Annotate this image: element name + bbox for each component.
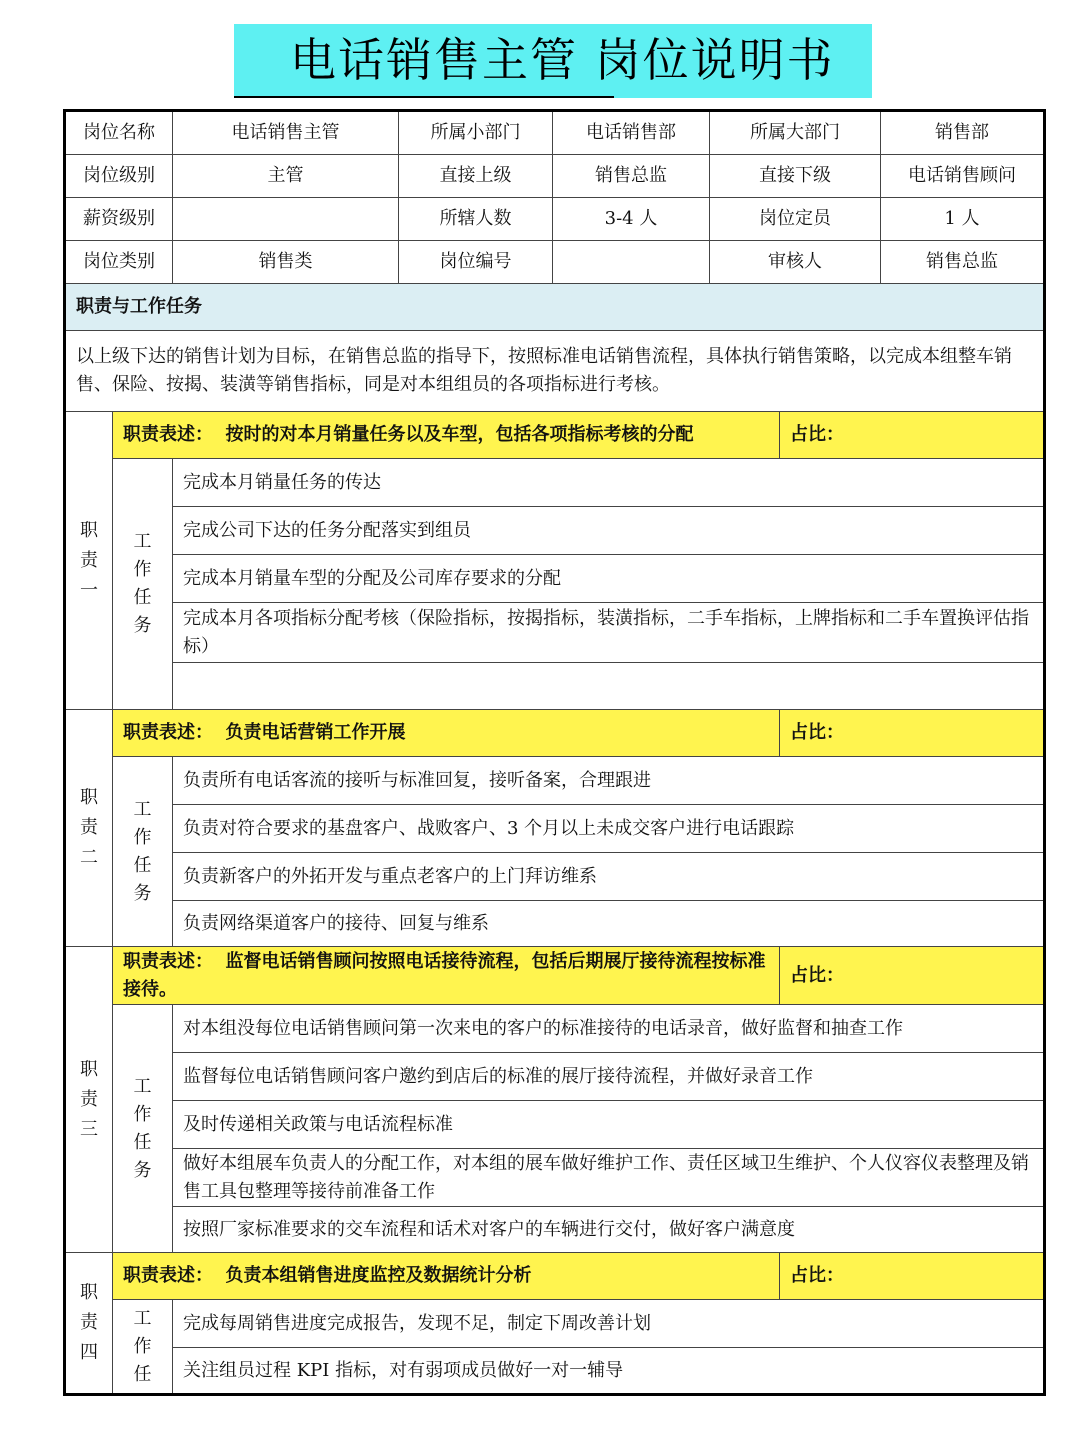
task-row: [65, 901, 1045, 947]
info-label: 薪资级别: [65, 198, 173, 241]
task-item: 负责所有电话客流的接听与标准回复，接听备案，合理跟进: [173, 757, 1045, 805]
task-row: [65, 1149, 1045, 1207]
duty-3-statement-row: [65, 947, 1045, 1005]
task-row: [65, 853, 1045, 901]
duty-2-label: 职 责 二: [65, 710, 113, 947]
ratio-label: 占比：: [780, 947, 1045, 1005]
task-item: 完成本月销量车型的分配及公司库存要求的分配: [173, 555, 1045, 603]
info-value: 销售总监: [881, 241, 1045, 284]
task-item: 完成每周销售进度完成报告，发现不足，制定下周改善计划: [173, 1300, 1045, 1348]
task-row: [65, 805, 1045, 853]
info-value: 3-4 人: [553, 198, 710, 241]
ratio-label: 占比：: [780, 1253, 1045, 1300]
task-item: 及时传递相关政策与电话流程标准: [173, 1101, 1045, 1149]
task-item: 监督每位电话销售顾问客户邀约到店后的标准的展厅接待流程，并做好录音工作: [173, 1053, 1045, 1101]
task-row: [65, 459, 1045, 507]
job-description-table: [63, 109, 1046, 1396]
task-label: 工 作 任 务: [113, 1005, 173, 1253]
intro-text: 以上级下达的销售计划为目标，在销售总监的指导下，按照标准电话销售流程，具体执行销售策略，以完成本组整车销售、保险、按揭、装潢等销售指标，同是对本组组员的各项指标进行考核。: [65, 331, 1045, 412]
info-label: 岗位编号: [399, 241, 553, 284]
info-label: 所属大部门: [710, 111, 881, 155]
task-item: 完成本月各项指标分配考核（保险指标，按揭指标，装潢指标，二手车指标，上牌指标和二手车置换评估指标）: [173, 603, 1045, 663]
info-value: 电话销售部: [553, 111, 710, 155]
info-label: 审核人: [710, 241, 881, 284]
info-row-2: [65, 155, 1045, 198]
ratio-label: 占比：: [780, 710, 1045, 757]
info-label: 岗位类别: [65, 241, 173, 284]
task-label: 工 作 任 务: [113, 757, 173, 947]
task-item: 负责新客户的外拓开发与重点老客户的上门拜访维系: [173, 853, 1045, 901]
duty-1-statement-row: [65, 412, 1045, 459]
duty-statement: 职责表述： 负责电话营销工作开展: [113, 710, 780, 757]
info-label: 直接下级: [710, 155, 881, 198]
ratio-label: 占比：: [780, 412, 1045, 459]
task-row: [65, 1348, 1045, 1395]
task-label: 工 作 任: [113, 1300, 173, 1395]
duty-statement: 职责表述： 按时的对本月销量任务以及车型，包括各项指标考核的分配: [113, 412, 780, 459]
info-label: 直接上级: [399, 155, 553, 198]
task-item: 完成本月销量任务的传达: [173, 459, 1045, 507]
title-underline: [234, 96, 614, 98]
task-row: [65, 757, 1045, 805]
info-value: 销售类: [173, 241, 399, 284]
info-label: 岗位定员: [710, 198, 881, 241]
task-item: 做好本组展车负责人的分配工作，对本组的展车做好维护工作、责任区域卫生维护、个人仪容仪表整理及销售工具包整理等接待前准备工作: [173, 1149, 1045, 1207]
info-label: 所属小部门: [399, 111, 553, 155]
task-row: [65, 1053, 1045, 1101]
intro-row: [65, 331, 1045, 412]
task-item: 对本组没每位电话销售顾问第一次来电的客户的标准接待的电话录音，做好监督和抽查工作: [173, 1005, 1045, 1053]
task-item: 完成公司下达的任务分配落实到组员: [173, 507, 1045, 555]
task-item: 按照厂家标准要求的交车流程和话术对客户的车辆进行交付，做好客户满意度: [173, 1207, 1045, 1253]
duty-4-statement-row: [65, 1253, 1045, 1300]
section-title-row: [65, 284, 1045, 331]
task-row: [65, 555, 1045, 603]
info-value: 电话销售顾问: [881, 155, 1045, 198]
duty-statement: 职责表述： 监督电话销售顾问按照电话接待流程，包括后期展厅接待流程按标准接待。: [113, 947, 780, 1005]
task-row: [65, 1207, 1045, 1253]
task-item: 关注组员过程 KPI 指标，对有弱项成员做好一对一辅导: [173, 1348, 1045, 1395]
task-row: [65, 1005, 1045, 1053]
task-row: [65, 507, 1045, 555]
task-label: 工 作 任 务: [113, 459, 173, 710]
info-value: 1 人: [881, 198, 1045, 241]
info-value: 销售总监: [553, 155, 710, 198]
task-row: [65, 663, 1045, 710]
task-item: 负责网络渠道客户的接待、回复与维系: [173, 901, 1045, 947]
task-item: 负责对符合要求的基盘客户、战败客户、3 个月以上未成交客户进行电话跟踪: [173, 805, 1045, 853]
info-label: 岗位级别: [65, 155, 173, 198]
duty-4-label: 职 责 四: [65, 1253, 113, 1395]
info-row-3: [65, 198, 1045, 241]
task-item: [173, 663, 1045, 710]
info-row-4: [65, 241, 1045, 284]
task-row: [65, 1300, 1045, 1348]
info-row-1: [65, 111, 1045, 155]
section-title: 职责与工作任务: [65, 284, 1045, 331]
info-label: 岗位名称: [65, 111, 173, 155]
duty-1-label: 职 责 一: [65, 412, 113, 710]
task-row: [65, 603, 1045, 663]
info-value: 销售部: [881, 111, 1045, 155]
info-value: [173, 198, 399, 241]
duty-2-statement-row: [65, 710, 1045, 757]
info-value: [553, 241, 710, 284]
info-value: 电话销售主管: [173, 111, 399, 155]
duty-3-label: 职 责 三: [65, 947, 113, 1253]
task-row: [65, 1101, 1045, 1149]
duty-statement: 职责表述： 负责本组销售进度监控及数据统计分析: [113, 1253, 780, 1300]
page-title: 电话销售主管 岗位说明书: [290, 33, 835, 87]
info-value: 主管: [173, 155, 399, 198]
info-label: 所辖人数: [399, 198, 553, 241]
